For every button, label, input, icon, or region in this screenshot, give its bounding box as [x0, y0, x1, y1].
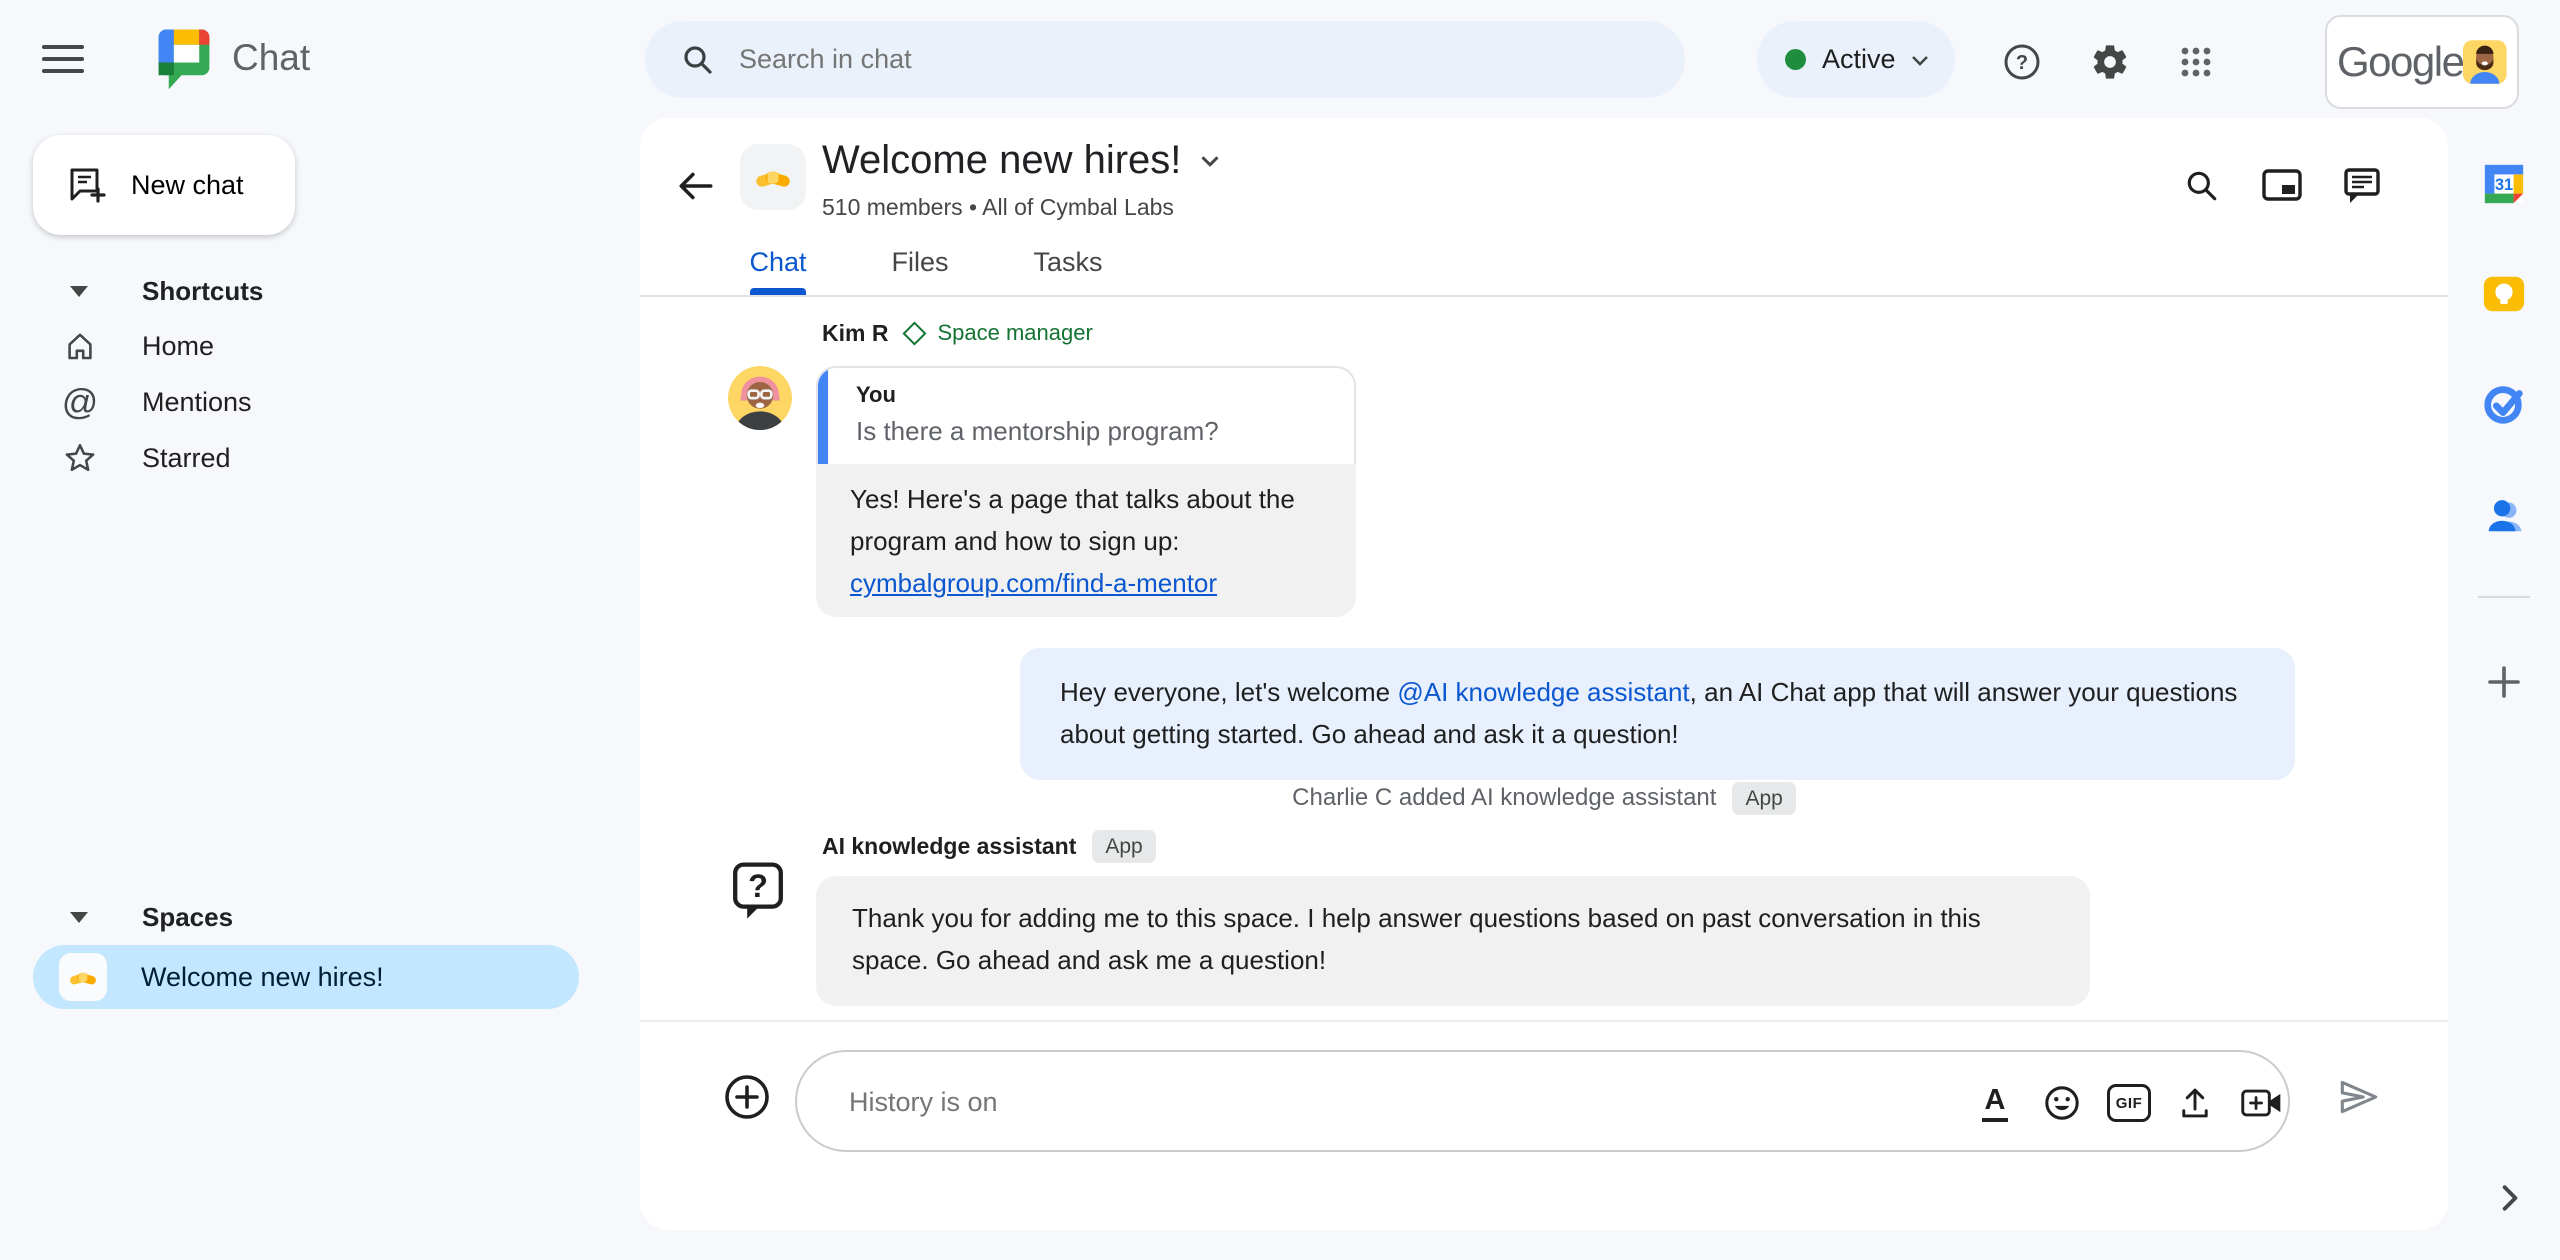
sidebar-item-space-welcome-new-hires[interactable]	[33, 945, 579, 1009]
new-chat-label: New chat	[131, 169, 244, 200]
google-keep-icon	[2481, 271, 2527, 317]
sidebar-item-label: Mentions	[142, 386, 252, 417]
sidebar-item-label: Starred	[142, 442, 231, 473]
sender-name[interactable]: AI knowledge assistant	[822, 832, 1077, 859]
space-item-label: Welcome new hires!	[141, 961, 384, 992]
status-selector[interactable]	[1757, 21, 1955, 98]
new-chat-icon	[67, 165, 107, 205]
google-calendar-icon	[2481, 161, 2527, 207]
at-mention-icon: @	[61, 381, 99, 422]
message-composer[interactable]	[795, 1050, 2290, 1152]
gif-icon: GIF	[2107, 1084, 2151, 1122]
svg-text:?: ?	[748, 868, 768, 904]
message-text: Yes! Here's a page that talks about the program and how to sign up:	[850, 484, 1295, 556]
message-bubble[interactable]	[816, 464, 1356, 617]
svg-text:31: 31	[2494, 175, 2514, 194]
message-text: Hey everyone, let's welcome	[1060, 677, 1398, 707]
contacts-app-button[interactable]	[2480, 490, 2528, 538]
svg-text:?: ?	[2015, 52, 2029, 74]
google-account-box[interactable]	[2325, 15, 2519, 109]
avatar[interactable]	[728, 366, 792, 430]
message-sender-row	[822, 316, 1093, 350]
thread-view-button[interactable]	[2338, 162, 2386, 210]
space-title-menu[interactable]	[822, 134, 1221, 186]
message-bubble-highlighted[interactable]	[1020, 648, 2295, 780]
gif-button[interactable]	[2105, 1080, 2153, 1126]
chevron-down-icon	[1199, 153, 1221, 168]
status-label: Active	[1822, 44, 1896, 74]
sidebar-item-mentions[interactable]	[58, 374, 252, 430]
rail-divider	[2478, 596, 2530, 598]
quote-accent-bar	[818, 368, 828, 464]
app-mention[interactable]: @AI knowledge assistant	[1397, 677, 1690, 707]
calendar-app-button[interactable]	[2480, 160, 2528, 208]
compose-add-button[interactable]	[722, 1072, 772, 1122]
settings-button[interactable]	[2088, 40, 2132, 84]
picture-in-picture-button[interactable]	[2258, 162, 2306, 210]
sidebar-item-starred[interactable]	[58, 430, 231, 486]
search-icon	[681, 43, 715, 77]
quote-author: You	[856, 382, 896, 407]
chevron-down-icon	[1910, 53, 1930, 67]
sender-name[interactable]: Kim R	[822, 319, 889, 346]
page-title: Welcome new hires!	[822, 137, 1182, 182]
message-text: , an AI Chat app that will answer your questions about getting started. Go ahead and ask it a question!	[1060, 677, 2238, 749]
collapse-arrow-icon[interactable]	[70, 912, 88, 923]
quoted-message[interactable]	[816, 366, 1356, 464]
emoji-icon	[2043, 1084, 2081, 1122]
google-tasks-icon	[2481, 381, 2527, 427]
format-button[interactable]	[1972, 1078, 2018, 1128]
sidebar-item-home[interactable]	[58, 318, 214, 374]
hamburger-icon	[42, 57, 84, 61]
format-icon: A	[1982, 1084, 2009, 1122]
new-chat-button[interactable]	[33, 135, 295, 235]
tab-tasks[interactable]	[1028, 236, 1108, 288]
tab-chat[interactable]	[738, 236, 818, 288]
send-icon	[2335, 1073, 2383, 1121]
apps-grid-button[interactable]	[2174, 40, 2218, 84]
shortcuts-section-header[interactable]	[70, 263, 263, 319]
collapse-arrow-icon[interactable]	[70, 286, 88, 297]
app-badge: App	[1732, 782, 1795, 815]
handshake-emoji	[751, 155, 795, 199]
system-message	[640, 776, 2448, 820]
apps-grid-icon	[2177, 43, 2215, 81]
home-icon	[58, 330, 102, 362]
upload-icon	[2176, 1084, 2214, 1122]
pip-icon	[2261, 167, 2303, 205]
search-input[interactable]	[737, 43, 1601, 76]
message-input[interactable]	[847, 1062, 1971, 1142]
tab-label: Files	[891, 246, 949, 277]
tab-files[interactable]	[880, 236, 960, 288]
app-badge: App	[1092, 830, 1155, 863]
help-button[interactable]	[2000, 40, 2044, 84]
google-logo: Google	[2337, 38, 2464, 85]
left-sidebar	[0, 118, 640, 1260]
gear-icon	[2090, 42, 2130, 82]
status-dot-icon	[1785, 49, 1806, 70]
sender-role: Space manager	[937, 320, 1093, 345]
search-icon	[2184, 168, 2220, 204]
plus-circle-icon	[723, 1073, 771, 1121]
google-contacts-icon	[2481, 491, 2527, 537]
star-icon	[58, 441, 102, 475]
spaces-section-header[interactable]	[70, 889, 233, 945]
ai-assistant-avatar[interactable]	[728, 860, 788, 922]
search-in-space-button[interactable]	[2178, 162, 2226, 210]
thread-icon	[2341, 165, 2383, 207]
sidebar-item-label: Home	[142, 330, 215, 361]
video-camera-plus-icon	[2240, 1083, 2284, 1123]
message-bubble[interactable]	[816, 876, 2090, 1006]
chat-logo-icon	[152, 26, 216, 94]
expand-panel-button[interactable]	[2492, 1180, 2528, 1216]
keep-app-button[interactable]	[2480, 270, 2528, 318]
conversation-panel	[640, 118, 2448, 1230]
app-name: Chat	[232, 37, 311, 78]
shortcuts-header-label: Shortcuts	[142, 275, 264, 306]
tabs-divider	[640, 295, 2448, 297]
space-subtitle: 510 members • All of Cymbal Labs	[822, 194, 1174, 220]
space-manager-diamond-icon	[903, 321, 927, 345]
back-button[interactable]	[670, 160, 722, 212]
plus-icon	[2484, 662, 2524, 702]
avatar[interactable]	[2463, 30, 2507, 94]
send-button[interactable]	[2332, 1070, 2386, 1124]
tab-label: Tasks	[1033, 246, 1103, 277]
main-menu-button[interactable]	[42, 44, 86, 74]
video-meeting-button[interactable]	[2237, 1078, 2287, 1128]
chevron-right-icon	[2499, 1183, 2521, 1213]
back-arrow-icon	[675, 165, 717, 207]
handshake-emoji	[59, 953, 107, 1001]
emoji-button[interactable]	[2039, 1078, 2085, 1128]
spaces-header-label: Spaces	[142, 901, 234, 932]
message-sender-row	[822, 828, 1156, 864]
composer-divider	[640, 1020, 2448, 1022]
message-text: Thank you for adding me to this space. I help answer questions based on past conversation in this space. Go ahead and ask me a question!	[852, 903, 1981, 975]
help-icon	[2002, 42, 2042, 82]
system-message-text: Charlie C added AI knowledge assistant	[1292, 784, 1717, 811]
side-panel-rail	[2448, 118, 2560, 1260]
space-avatar	[740, 144, 806, 210]
tab-label: Chat	[749, 246, 807, 277]
hamburger-icon	[42, 45, 84, 49]
topbar	[0, 0, 2560, 118]
message-link[interactable]: cymbalgroup.com/find-a-mentor	[850, 568, 1218, 598]
upload-button[interactable]	[2172, 1078, 2218, 1128]
tasks-app-button[interactable]	[2480, 380, 2528, 428]
quote-text: Is there a mentorship program?	[856, 416, 1219, 446]
search-bar[interactable]	[645, 21, 1685, 98]
hamburger-icon	[42, 69, 84, 73]
get-add-ons-button[interactable]	[2482, 660, 2526, 704]
